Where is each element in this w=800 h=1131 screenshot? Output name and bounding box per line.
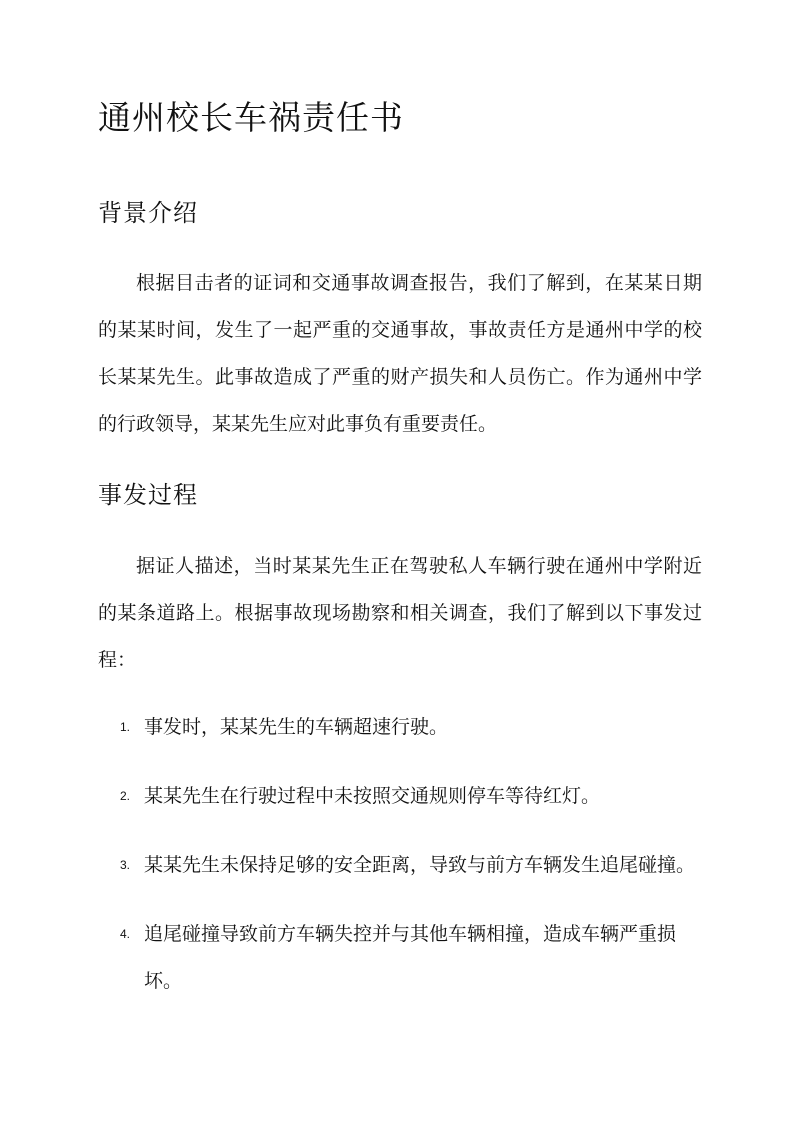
list-item: [98, 842, 702, 889]
list-item-text: 追尾碰撞导致前方车辆失控并与其他车辆相撞，造成车辆严重损坏。: [144, 923, 677, 992]
section-heading-background: 背景介绍: [98, 199, 198, 227]
section-heading-process: 事发过程: [98, 481, 198, 509]
process-list: [98, 704, 702, 1027]
list-item-number: 4.: [120, 927, 131, 941]
list-item-number: 3.: [120, 858, 131, 872]
list-item: [98, 704, 702, 751]
background-paragraph: 根据目击者的证词和交通事故调查报告，我们了解到，在某某日期的某某时间，发生了一起严重的交通事故，事故责任方是通州中学的校长某某先生。此事故造成了严重的财产损失和人员伤亡。作为通州中学的行政领导，某某先生应对此事负有重要责任。: [98, 272, 702, 435]
process-paragraph: 据证人描述，当时某某先生正在驾驶私人车辆行驶在通州中学附近的某条道路上。根据事故现场勘察和相关调查，我们了解到以下事发过程：: [98, 555, 702, 671]
list-item-number: 1.: [120, 720, 131, 734]
list-item-text: 事发时，某某先生的车辆超速行驶。: [144, 716, 449, 738]
document-title: 通州校长车祸责任书: [98, 98, 404, 137]
list-item: [98, 773, 702, 820]
list-item-number: 2.: [120, 789, 131, 803]
list-item: [98, 911, 702, 1005]
list-item-text: 某某先生未保持足够的安全距离，导致与前方车辆发生追尾碰撞。: [144, 854, 696, 876]
list-item-text: 某某先生在行驶过程中未按照交通规则停车等待红灯。: [144, 785, 601, 807]
